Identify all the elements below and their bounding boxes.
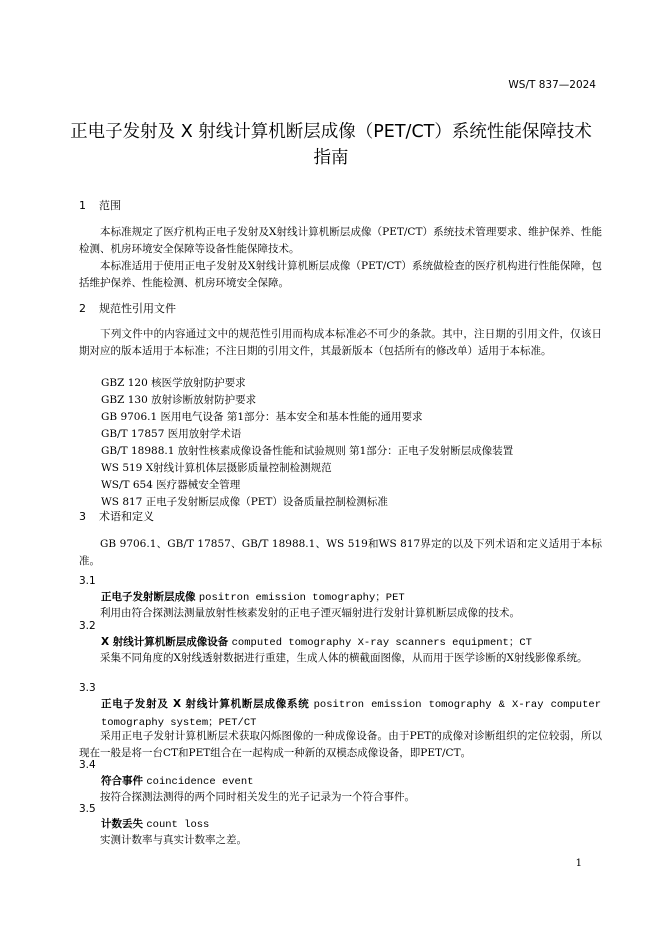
term-definition xyxy=(79,728,602,762)
term-definition xyxy=(79,605,602,622)
term-number: 3.3 xyxy=(79,682,96,694)
term-definition xyxy=(79,650,602,667)
term-number: 3.2 xyxy=(79,620,96,632)
definition-text: 按符合探测法测得的两个同时相关发生的光子记录为一个符合事件。 xyxy=(100,791,415,803)
term-number: 3.5 xyxy=(79,803,96,815)
definition-text: 利用由符合探测法测量放射性核素发射的正电子湮灭辐射进行发射计算机断层成像的技术。 xyxy=(100,607,520,619)
term-zh: 计数丢失 xyxy=(101,818,143,830)
paragraph-text: 本标准规定了医疗机构正电子发射及X射线计算机断层成像（PET/CT）系统技术管理要求、维护保养、性能检测、机房环境安全保障等设备性能保障技术。 xyxy=(79,226,602,255)
paragraph-text: 下列文件中的内容通过文中的规范性引用而构成本标准必不可少的条款。其中，注日期的引用文件，仅该日期对应的版本适用于本标准；不注日期的引用文件，其最新版本（包括所有的修改单）适用于本标准。 xyxy=(79,328,602,357)
reference-item: WS 817 正电子发射断层成像（PET）设备质量控制检测标准 xyxy=(101,496,388,508)
reference-item: WS/T 654 医疗器械安全管理 xyxy=(101,479,241,491)
paragraph-text: 本标准适用于使用正电子发射及X射线计算机断层成像（PET/CT）系统做检查的医疗机构进行性能保障，包括维护保养、性能检测、机房环境安全保障。 xyxy=(79,260,602,289)
section-number: 3 xyxy=(79,510,86,523)
term-zh: 正电子发射断层成像 xyxy=(101,591,196,603)
standard-code: WS/T 837—2024 xyxy=(508,79,596,91)
term-en: positron emission tomography & X-ray computer tomography system；PET/CT xyxy=(101,699,601,729)
definition-text: 采用正电子发射计算机断层术获取闪烁图像的一种成像设备。由于PET的成像对诊断组织的定位较弱，所以现在一般是将一台CT和PET组合在一起构成一种新的双模态成像设备，即PET/CT。 xyxy=(79,730,602,759)
term-zh: X 射线计算机断层成像设备 xyxy=(101,636,229,648)
section-number: 2 xyxy=(79,302,86,315)
definition-text: 实测计数率与真实计数率之差。 xyxy=(100,834,247,846)
terms-intro xyxy=(79,536,602,570)
term-number: 3.4 xyxy=(79,759,96,771)
scope-paragraph-1 xyxy=(79,224,602,258)
term-en: count loss xyxy=(146,819,210,831)
term-definition xyxy=(79,789,602,806)
term-en: coincidence event xyxy=(146,776,254,788)
section-title: 术语和定义 xyxy=(99,510,154,523)
reference-item: GBZ 130 放射诊断放射防护要求 xyxy=(101,394,257,406)
section-title: 范围 xyxy=(99,199,121,212)
document-title xyxy=(60,119,602,171)
reference-item: GB 9706.1 医用电气设备 第1部分：基本安全和基本性能的通用要求 xyxy=(101,411,423,423)
section-number: 1 xyxy=(79,199,86,212)
term-en: computed tomography X-ray scanners equipment；CT xyxy=(231,637,532,649)
reference-item: GB/T 17857 医用放射学术语 xyxy=(101,428,242,440)
section-title: 规范性引用文件 xyxy=(99,302,176,315)
reference-item: WS 519 X射线计算机体层摄影质量控制检测规范 xyxy=(101,462,332,474)
references-intro xyxy=(79,326,602,360)
paragraph-text: GB 9706.1、GB/T 17857、GB/T 18988.1、WS 519和WS 817界定的以及下列术语和定义适用于本标准。 xyxy=(79,538,602,567)
section-1-heading xyxy=(79,197,121,213)
definition-text: 采集不同角度的X射线透射数据进行重建，生成人体的横截面图像，从而用于医学诊断的X射线影像系统。 xyxy=(100,652,588,664)
title-line-2: 指南 xyxy=(313,148,349,168)
term-zh: 正电子发射及 X 射线计算机断层成像系统 xyxy=(101,698,310,710)
term-heading xyxy=(101,696,601,732)
reference-item: GBZ 120 核医学放射防护要求 xyxy=(101,377,246,389)
title-line-1: 正电子发射及 X 射线计算机断层成像（PET/CT）系统性能保障技术 xyxy=(70,122,592,142)
term-number: 3.1 xyxy=(79,575,96,587)
scope-paragraph-2 xyxy=(79,258,602,292)
reference-item: GB/T 18988.1 放射性核素成像设备性能和试验规则 第1部分：正电子发射断层成像装置 xyxy=(101,445,514,457)
page-number: 1 xyxy=(575,858,582,869)
section-3-heading xyxy=(79,508,154,524)
section-2-heading xyxy=(79,300,176,316)
term-zh: 符合事件 xyxy=(101,775,143,787)
term-en: positron emission tomography；PET xyxy=(198,592,405,604)
term-definition xyxy=(79,832,602,849)
